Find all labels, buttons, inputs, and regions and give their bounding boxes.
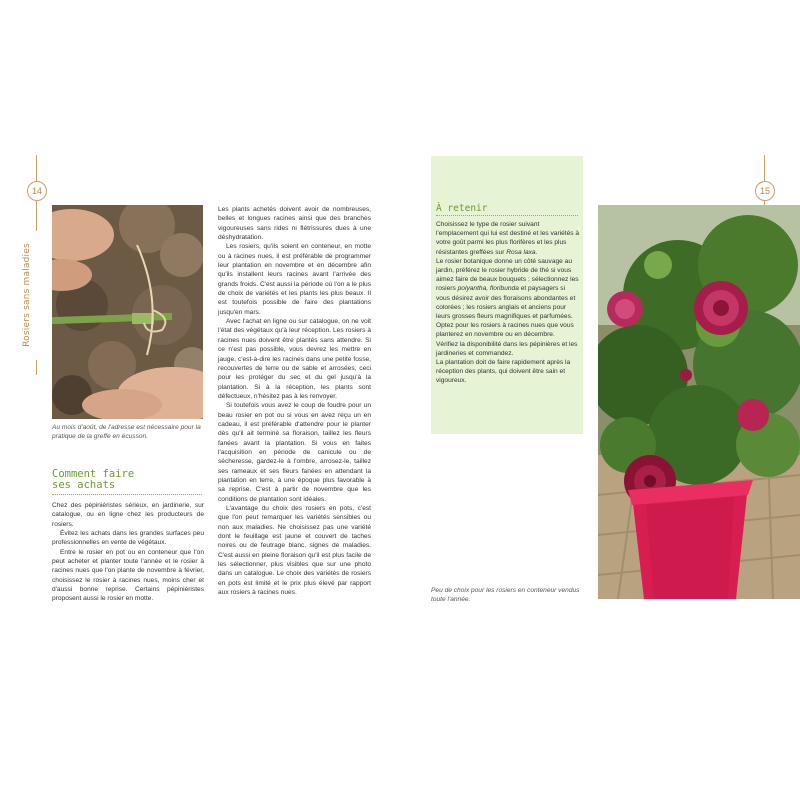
section-heading-line2: ses achats xyxy=(52,479,116,491)
col1-paragraph-3: Entre le rosier en pot ou en conteneur que l'on peut acheter et planter toute l'année et le rosier à racines nues que l'on plante de novembre à février, choisissez le rosier à racines nues, moins cher et d'aussi bonne reprise. Certains pépiniéristes proposent aussi le rosier en motte. xyxy=(52,548,204,603)
margin-rule-mid xyxy=(36,201,37,231)
col1-paragraph-2: Évitez les achats dans les grandes surfaces peu professionnelles en vente de végétaux. xyxy=(52,530,204,547)
page-number-left: 14 xyxy=(27,181,47,201)
a-retenir-title: À retenir xyxy=(436,203,488,214)
photo-rose-in-pot xyxy=(598,205,800,599)
margin-rule-bottom xyxy=(36,360,37,375)
caption-grafting: Au mois d'août, de l'adresse est nécessaire pour la pratique de la greffe en écusson. xyxy=(52,424,201,440)
photo-grafting xyxy=(52,205,203,419)
section-heading-underline xyxy=(52,494,202,495)
a-retenir-underline xyxy=(436,215,578,216)
section-heading-line1: Comment faire xyxy=(52,468,135,480)
text-column-2 xyxy=(218,205,371,597)
col2-paragraph-4: Si toutefois vous avez le coup de foudre pour un beau rosier en pot ou si vous en avez reçu un en cadeau, il est préférable d'attendre pour le planter dès qu'il ait terminé sa floraison, taillez les fleurs fanées avant la plantation. Si vous en faites l'acquisition en période de canicule ou de sécheresse, gardez-le à l'ombre, arrosez-le, taillez ses rameaux et ses fleurs fanées en attendant la plantation en terre, à une époque plus favorable à sa reprise. C'est à partir de novembre que les conditions de plantation sont idéales. xyxy=(218,402,371,503)
col2-paragraph-5: L'avantage du choix des rosiers en pots, c'est que l'on peut remarquer les variétés sensibles ou non aux maladies. Ne choisissez pas une variété dont le feuillage est jaune et couvert de taches noires ou de feutrage blanc, signes de maladies. C'est aussi en pleine floraison qu'il est plus facile de les sélectionner, plus visibles que sur une photo dans un catalogue. Le choix des variétés de rosiers en pots est limité et le prix plus élevé par rapport aux rosiers à racines nues. xyxy=(218,505,371,597)
page-number-right: 15 xyxy=(755,181,775,201)
col2-paragraph-1: Les plants achetés doivent avoir de nombreuses, belles et longues racines ainsi que des branches vigoureuses sans rides ni flétrissures dues à une déshydratation. xyxy=(218,206,371,242)
text-column-1 xyxy=(52,501,204,604)
col1-paragraph-1: Chez des pépiniéristes sérieux, en jardinerie, sur catalogue, ou en ligne chez les producteurs de rosiers. xyxy=(52,502,204,528)
a-retenir-text: Choisissez le type de rosier suivant l'emplacement qui lui est destiné et les variétés à votre goût parmi les plus florifères et les plus résistantes greffées sur Rosa laxa. Le rosier botanique donne un côté sauvage au jardin, préférez le rosier hybride de thé si vous aimez faire de beaux bouquets ; sélectionnez les rosiers polyantha, floribunda et paysagers si vous désirez avoir des floraisons abondantes et colorées ; les rosiers anglais et anciens pour leurs grosses fleurs magnifiques et parfumées. Optez pour les rosiers à racines nues que vous planterez en novembre ou en décembre. Vérifiez la disponibilité dans les pépinières et les jardineries et commandez. La plantation doit de faire rapidement après la réception des plants, qui doivent être sain et vigoureux. xyxy=(436,221,580,385)
col2-paragraph-2: Les rosiers, qu'ils soient en conteneur, en motte ou à racines nues, il est préférable de programmer leur plantation en novembre et en décembre afin qu'ils installent leurs racines avant l'arrivée des grands froids. C'est aussi la période où l'on a le plus de choix de variétés et les plants les plus beaux. Il est toutefois possible de faire des plantations jusqu'en mars. xyxy=(218,243,371,316)
caption-rose-pot: Peu de choix pour les rosiers en conteneur vendus toute l'année. xyxy=(431,587,580,603)
rosa-laxa: Rosa laxa. xyxy=(506,248,538,256)
col2-paragraph-3: Avec l'achat en ligne ou sur catalogue, on ne voit l'état des végétaux qu'à leur réception. Les rosiers à racines nues doivent être plantés sans attendre. Si ce n'est pas possible, vous devrez les mettre en jauge, c'est-à-dire les racines dans une petite fosse, recouvertes de terre ou de sable et arrosées, ceci pour les protéger du sec et du gel jusqu'à la plantation. Si à la réception, les plants sont défectueux, n'hésitez pas à les renvoyer. xyxy=(218,318,371,400)
running-title-left: Rosiers sans maladies xyxy=(22,243,32,347)
